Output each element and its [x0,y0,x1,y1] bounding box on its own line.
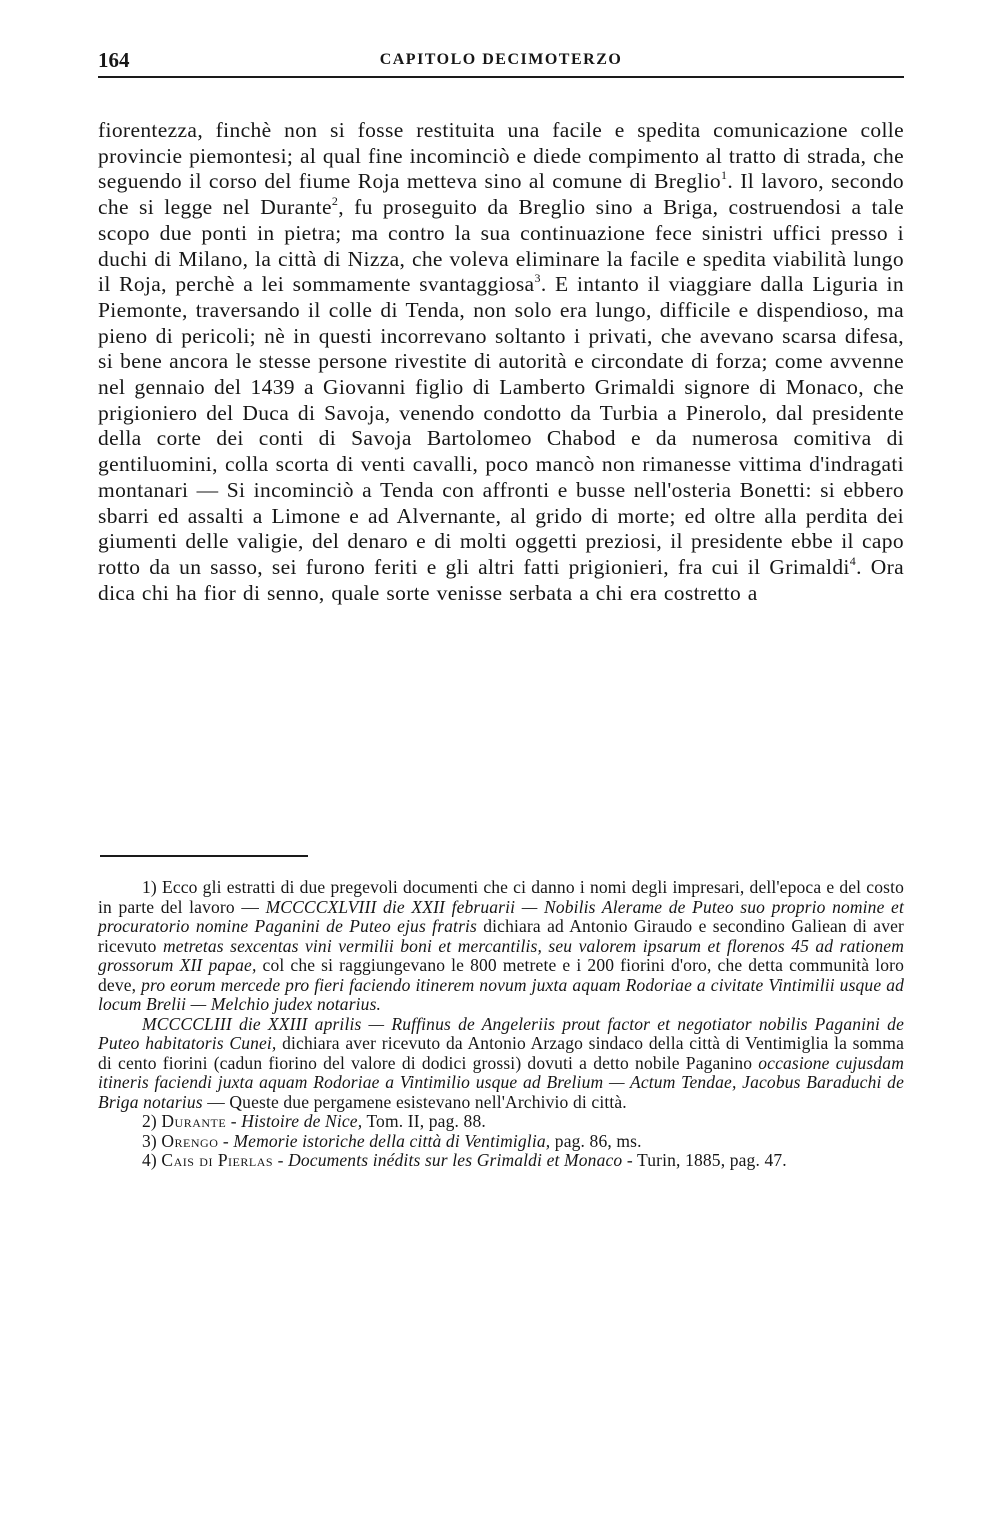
footnote-title: Memorie istoriche della città di Ventimiglia, [233,1130,551,1151]
footnote-author: Orengo [161,1130,219,1151]
footnote-title: Documents inédits sur les Grimaldi et Monaco [288,1150,623,1170]
footnote-latin: MCCCCLIII die XXIII aprilis — Ruffinus de Angeleriis prout factor et negotiator nobilis Paganini de Puteo habitatoris Cunei, [98,1013,904,1053]
text-segment: fiorentezza, finchè non si fosse restituita una facile e spedita comunicazione colle provincie piemontesi; al qual fine incominciò e diede compimento al tratto di strada, che seguendo il corso del fiume Roja metteva sino al comune di Breglio [98,118,904,194]
footnote-text: - Turin, 1885, pag. 47. [622,1150,787,1170]
footnote-text: Tom. II, pag. 88. [362,1111,486,1131]
text-segment: . E intanto il viaggiare dalla Liguria in Piemonte, traversando il colle di Tenda, non solo era lungo, difficile e dispendioso, ma pieno di pericoli; nè in questi incorrevano soltanto i privati, che avevano scarsa difesa, si bene ancora le stesse persone rivestite di autorità e circondate di forza; come avvenne nel gennaio del 1439 a Giovanni figlio di Lamberto Grimaldi signore di Monaco, che prigioniero del Duca di Savoja, venendo condotto da Turbia a Pinerolo, dal presidente della corte dei conti di Savoja Bartolomeo Chabod e da numerosa comitiva di gentiluomini, colla scorta di venti cavalli, poco mancò non rimanesse vittima d'indragati montanari — Si incominciò a Tenda con affronti e busse nell'osteria Bonetti: si ebbero sbarri ed assalti a Limone e ad Alvernante, al grido di morte; ed oltre alla perdita dei giumenti delle valigie, del denaro e di molti oggetti preziosi, il presidente ebbe il capo rotto da un sasso, sei furono feriti e gli altri fatti prigionieri, fra cui il Grimaldi [98,272,904,579]
footnote-1-continued [98,1015,904,1113]
footnote-text: dichiara aver ricevuto da Antonio Arzago sindaco della città di Ventimiglia la somma di cento fiorini (cadun fiorino del valore di dodici grossi) dovuti a detto nobile Paganino [98,1033,904,1073]
footnote-latin: metretas sexcentas vini vermilii boni et mercantilis, seu valorem ipsarum et florenos 45 ad rationem grossorum XII papae, [98,935,905,975]
footnotes [98,878,904,1171]
page-number: 164 [98,48,130,72]
page-header [98,46,904,82]
header-rule [98,76,904,78]
footnote-text: pag. 86, ms. [550,1130,642,1151]
footnote-number: 4) [142,1150,162,1170]
footnote-author: Durante [161,1111,227,1131]
footnote-separator [100,855,308,857]
text-segment: , fu proseguito da Breglio sino a Briga, costruendosi a tale scopo due ponti in pietra; ma contro la sua continuazione fece sinistri uffici presso i duchi di Milano, la città di Nizza, che voleva eliminare la facile e spedita viabilità lungo il Roja, perchè a lei sommamente svantaggiosa [98,195,904,297]
footnote-number: 3) [142,1130,162,1151]
footnote-author: Cais di Pierlas [161,1150,274,1170]
footnote-1 [98,878,904,1015]
footnote-ref-2: 2 [331,194,339,209]
footnote-ref-4: 4 [849,553,857,568]
footnote-latin: pro eorum mercede pro fieri faciendo itinerem novum juxta aquam Rodoriae a civitate Vintimilii usque ad locum Brelii — Melchio judex notarius. [98,974,904,1014]
footnote-ref-3: 3 [534,271,541,286]
footnote-ref-1: 1 [721,168,728,183]
footnote-3 [98,1132,904,1152]
footnote-separator-text: - [218,1130,234,1151]
main-text [98,118,904,606]
text-segment: . Ora dica chi ha fior di senno, quale sorte venisse serbata a chi era costretto a [98,554,905,605]
footnote-title: Histoire de Nice, [241,1111,363,1131]
footnote-text: col che si raggiungevano le 800 metrete e i 200 fiorini d'oro, che detta communità loro deve, [98,955,904,995]
running-head: CAPITOLO DECIMOTERZO [379,51,623,68]
footnote-text: 1) Ecco gli estratti di due pregevoli documenti che ci danno i nomi degli impresari, dell'epoca e del costo in parte del lavoro — [98,877,904,917]
footnote-latin: occasione cujusdam itineris faciendi juxta aquam Rodoriae a Vintimilio usque ad Brelium — Actum Tendae, Jacobus Baraduchi de Briga notarius [98,1052,904,1112]
footnote-text: — Queste due pergamene esistevano nell'Archivio di città. [202,1091,627,1112]
footnote-number: 2) [142,1111,162,1131]
footnote-latin: MCCCCXLVIII die XXII februarii — Nobilis Alerame de Puteo suo proprio nomine et procuratorio nomine Paganini de Puteo ejus fratris [98,896,904,936]
footnote-4 [98,1151,904,1171]
footnote-separator-text: - [273,1150,289,1170]
footnote-2 [98,1112,904,1132]
paragraph [98,118,904,606]
footnote-separator-text: - [226,1111,242,1131]
text-segment: . Il lavoro, secondo che si legge nel Durante [98,169,904,220]
footnote-text: dichiara ad Antonio Giraudo e secondino Galiean di aver ricevuto [98,916,904,956]
